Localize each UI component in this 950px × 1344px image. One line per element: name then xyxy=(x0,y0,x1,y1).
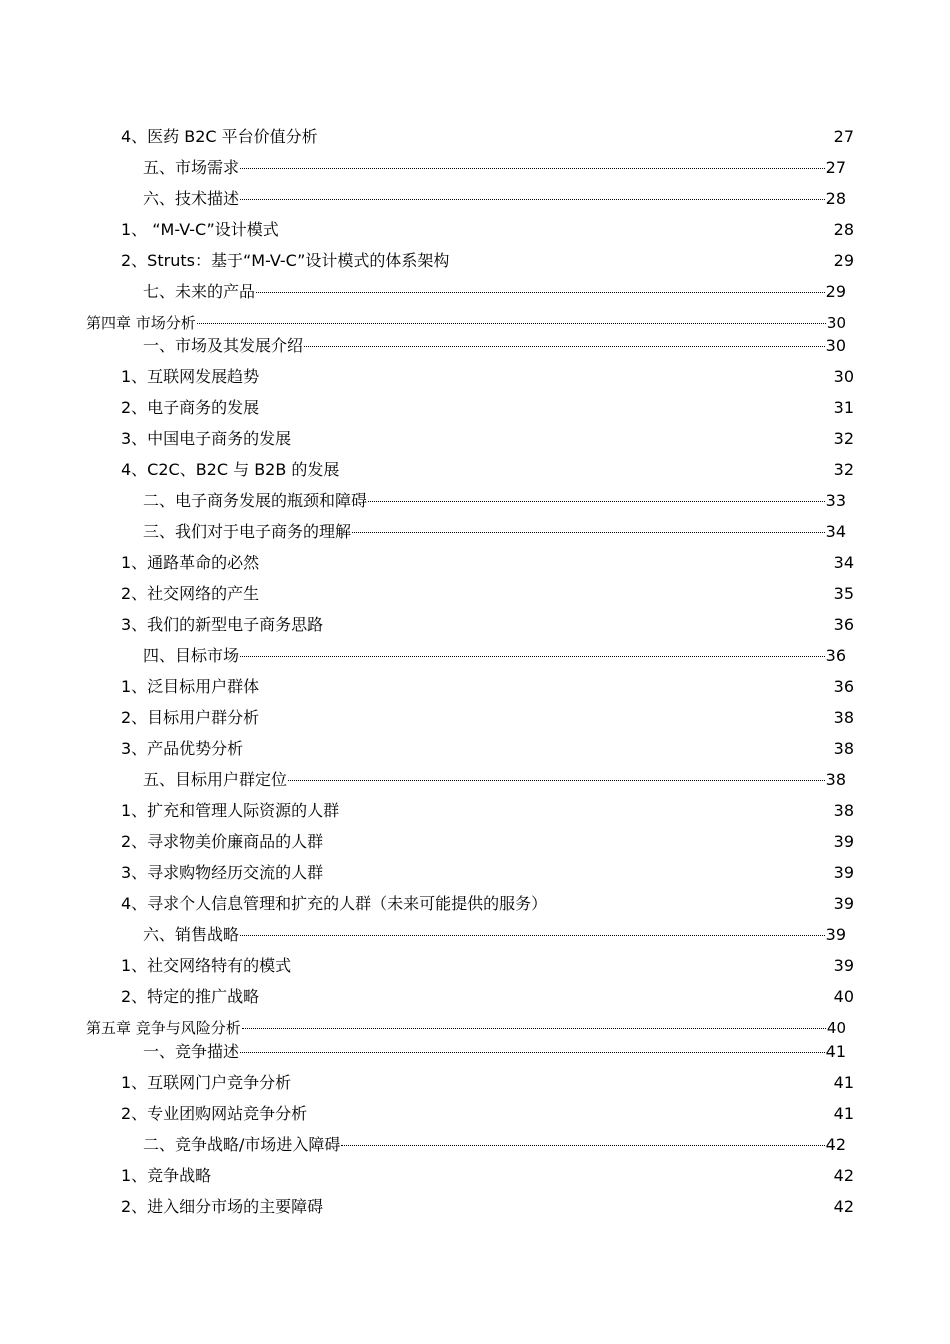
toc-entry-item[interactable] xyxy=(121,460,854,480)
toc-entry-page-number: 42 xyxy=(833,1197,854,1216)
dot-leader xyxy=(288,780,825,781)
toc-entry-section[interactable] xyxy=(143,1042,846,1062)
toc-entry-page-number: 32 xyxy=(833,429,854,448)
toc-entry-title: 2、进入细分市场的主要障碍 xyxy=(121,1197,324,1216)
toc-entry-item[interactable] xyxy=(121,708,854,728)
toc-entry-title: 1、通路革命的必然 xyxy=(121,553,260,572)
toc-entry-title: 五、市场需求 xyxy=(143,158,240,177)
toc-entry-title: 3、中国电子商务的发展 xyxy=(121,429,292,448)
toc-entry-title: 七、未来的产品 xyxy=(143,282,256,301)
toc-entry-item[interactable] xyxy=(121,801,854,821)
toc-entry-page-number: 27 xyxy=(825,158,846,177)
toc-entry-page-number: 35 xyxy=(833,584,854,603)
toc-entry-item[interactable] xyxy=(121,398,854,418)
toc-entry-item[interactable] xyxy=(121,1197,854,1217)
toc-entry-item[interactable] xyxy=(121,987,854,1007)
toc-entry-page-number: 42 xyxy=(833,1166,854,1185)
toc-entry-item[interactable] xyxy=(121,894,854,914)
toc-entry-title: 1、竞争战略 xyxy=(121,1166,212,1185)
toc-entry-title: 2、专业团购网站竞争分析 xyxy=(121,1104,308,1123)
toc-entry-item[interactable] xyxy=(121,251,854,271)
dot-leader xyxy=(352,532,825,533)
toc-entry-section[interactable] xyxy=(143,336,846,356)
toc-entry-chapter[interactable] xyxy=(86,1018,846,1038)
toc-entry-page-number: 27 xyxy=(833,127,854,146)
toc-entry-title: 六、技术描述 xyxy=(143,189,240,208)
toc-entry-page-number: 31 xyxy=(833,398,854,417)
toc-entry-item[interactable] xyxy=(121,739,854,759)
toc-entry-item[interactable] xyxy=(121,1104,854,1124)
toc-entry-item[interactable] xyxy=(121,220,854,240)
toc-entry-item[interactable] xyxy=(121,429,854,449)
toc-entry-section[interactable] xyxy=(143,189,846,209)
toc-entry-title: 3、寻求购物经历交流的人群 xyxy=(121,863,324,882)
toc-entry-title: 四、目标市场 xyxy=(143,646,240,665)
toc-entry-title: 二、竞争战略/市场进入障碍 xyxy=(143,1135,341,1154)
toc-entry-item[interactable] xyxy=(121,127,854,147)
dot-leader xyxy=(304,346,825,347)
toc-entry-title: 1、 “M-V-C”设计模式 xyxy=(121,220,279,239)
dot-leader xyxy=(197,323,826,324)
toc-entry-title: 一、竞争描述 xyxy=(143,1042,240,1061)
toc-entry-section[interactable] xyxy=(143,1135,846,1155)
toc-entry-page-number: 30 xyxy=(825,336,846,355)
toc-entry-title: 4、C2C、B2C 与 B2B 的发展 xyxy=(121,460,340,479)
toc-entry-title: 第四章 市场分析 xyxy=(86,314,196,332)
toc-entry-item[interactable] xyxy=(121,832,854,852)
toc-entry-page-number: 32 xyxy=(833,460,854,479)
toc-entry-page-number: 30 xyxy=(833,367,854,386)
toc-entry-page-number: 41 xyxy=(833,1104,854,1123)
toc-entry-section[interactable] xyxy=(143,491,846,511)
toc-entry-title: 一、市场及其发展介绍 xyxy=(143,336,304,355)
dot-leader xyxy=(240,199,825,200)
toc-entry-page-number: 39 xyxy=(833,894,854,913)
toc-entry-title: 1、互联网门户竞争分析 xyxy=(121,1073,292,1092)
toc-entry-title: 2、特定的推广战略 xyxy=(121,987,260,1006)
toc-entry-title: 六、销售战略 xyxy=(143,925,240,944)
toc-entry-title: 2、社交网络的产生 xyxy=(121,584,260,603)
toc-entry-title: 4、医药 B2C 平台价值分析 xyxy=(121,127,318,146)
toc-entry-title: 第五章 竞争与风险分析 xyxy=(86,1019,241,1037)
toc-entry-item[interactable] xyxy=(121,553,854,573)
toc-entry-section[interactable] xyxy=(143,282,846,302)
toc-entry-title: 2、电子商务的发展 xyxy=(121,398,260,417)
toc-entry-title: 1、互联网发展趋势 xyxy=(121,367,260,386)
toc-entry-item[interactable] xyxy=(121,367,854,387)
toc-entry-title: 1、社交网络特有的模式 xyxy=(121,956,292,975)
toc-entry-page-number: 34 xyxy=(833,553,854,572)
toc-entry-title: 2、目标用户群分析 xyxy=(121,708,260,727)
toc-entry-page-number: 38 xyxy=(833,708,854,727)
toc-entry-title: 3、我们的新型电子商务思路 xyxy=(121,615,324,634)
dot-leader xyxy=(368,501,825,502)
toc-entry-page-number: 33 xyxy=(825,491,846,510)
toc-entry-title: 2、寻求物美价廉商品的人群 xyxy=(121,832,324,851)
toc-entry-page-number: 36 xyxy=(833,615,854,634)
toc-entry-title: 3、产品优势分析 xyxy=(121,739,244,758)
toc-entry-item[interactable] xyxy=(121,956,854,976)
toc-entry-title: 4、寻求个人信息管理和扩充的人群（未来可能提供的服务） xyxy=(121,894,548,913)
toc-entry-page-number: 39 xyxy=(825,925,846,944)
toc-entry-page-number: 28 xyxy=(825,189,846,208)
toc-entry-page-number: 36 xyxy=(833,677,854,696)
toc-entry-title: 五、目标用户群定位 xyxy=(143,770,288,789)
dot-leader xyxy=(341,1145,824,1146)
toc-entry-page-number: 41 xyxy=(825,1042,846,1061)
toc-entry-title: 2、Struts：基于“M-V-C”设计模式的体系架构 xyxy=(121,251,450,270)
dot-leader xyxy=(242,1028,826,1029)
toc-entry-section[interactable] xyxy=(143,522,846,542)
toc-entry-page-number: 38 xyxy=(833,801,854,820)
toc-entry-item[interactable] xyxy=(121,615,854,635)
toc-entry-section[interactable] xyxy=(143,646,846,666)
dot-leader xyxy=(240,656,825,657)
dot-leader xyxy=(240,935,825,936)
toc-entry-page-number: 41 xyxy=(833,1073,854,1092)
toc-entry-item[interactable] xyxy=(121,584,854,604)
toc-entry-title: 1、泛目标用户群体 xyxy=(121,677,260,696)
toc-entry-section[interactable] xyxy=(143,925,846,945)
toc-entry-page-number: 40 xyxy=(826,1019,846,1037)
toc-entry-page-number: 30 xyxy=(826,314,846,332)
toc-entry-page-number: 39 xyxy=(833,863,854,882)
toc-entry-item[interactable] xyxy=(121,677,854,697)
toc-entry-section[interactable] xyxy=(143,770,846,790)
toc-entry-section[interactable] xyxy=(143,158,846,178)
dot-leader xyxy=(240,1052,825,1053)
toc-entry-title: 三、我们对于电子商务的理解 xyxy=(143,522,352,541)
toc-entry-page-number: 39 xyxy=(833,956,854,975)
toc-entry-page-number: 38 xyxy=(833,739,854,758)
toc-entry-item[interactable] xyxy=(121,1073,854,1093)
toc-entry-page-number: 36 xyxy=(825,646,846,665)
toc-entry-page-number: 42 xyxy=(825,1135,846,1154)
toc-entry-page-number: 34 xyxy=(825,522,846,541)
toc-entry-page-number: 39 xyxy=(833,832,854,851)
toc-entry-page-number: 28 xyxy=(833,220,854,239)
toc-entry-item[interactable] xyxy=(121,1166,854,1186)
toc-entry-title: 1、扩充和管理人际资源的人群 xyxy=(121,801,340,820)
toc-entry-page-number: 29 xyxy=(825,282,846,301)
toc-entry-page-number: 38 xyxy=(825,770,846,789)
toc-entry-page-number: 40 xyxy=(833,987,854,1006)
toc-entry-item[interactable] xyxy=(121,863,854,883)
toc-entry-title: 二、电子商务发展的瓶颈和障碍 xyxy=(143,491,368,510)
toc-entry-page-number: 29 xyxy=(833,251,854,270)
toc-entry-chapter[interactable] xyxy=(86,313,846,333)
dot-leader xyxy=(240,168,825,169)
dot-leader xyxy=(256,292,825,293)
